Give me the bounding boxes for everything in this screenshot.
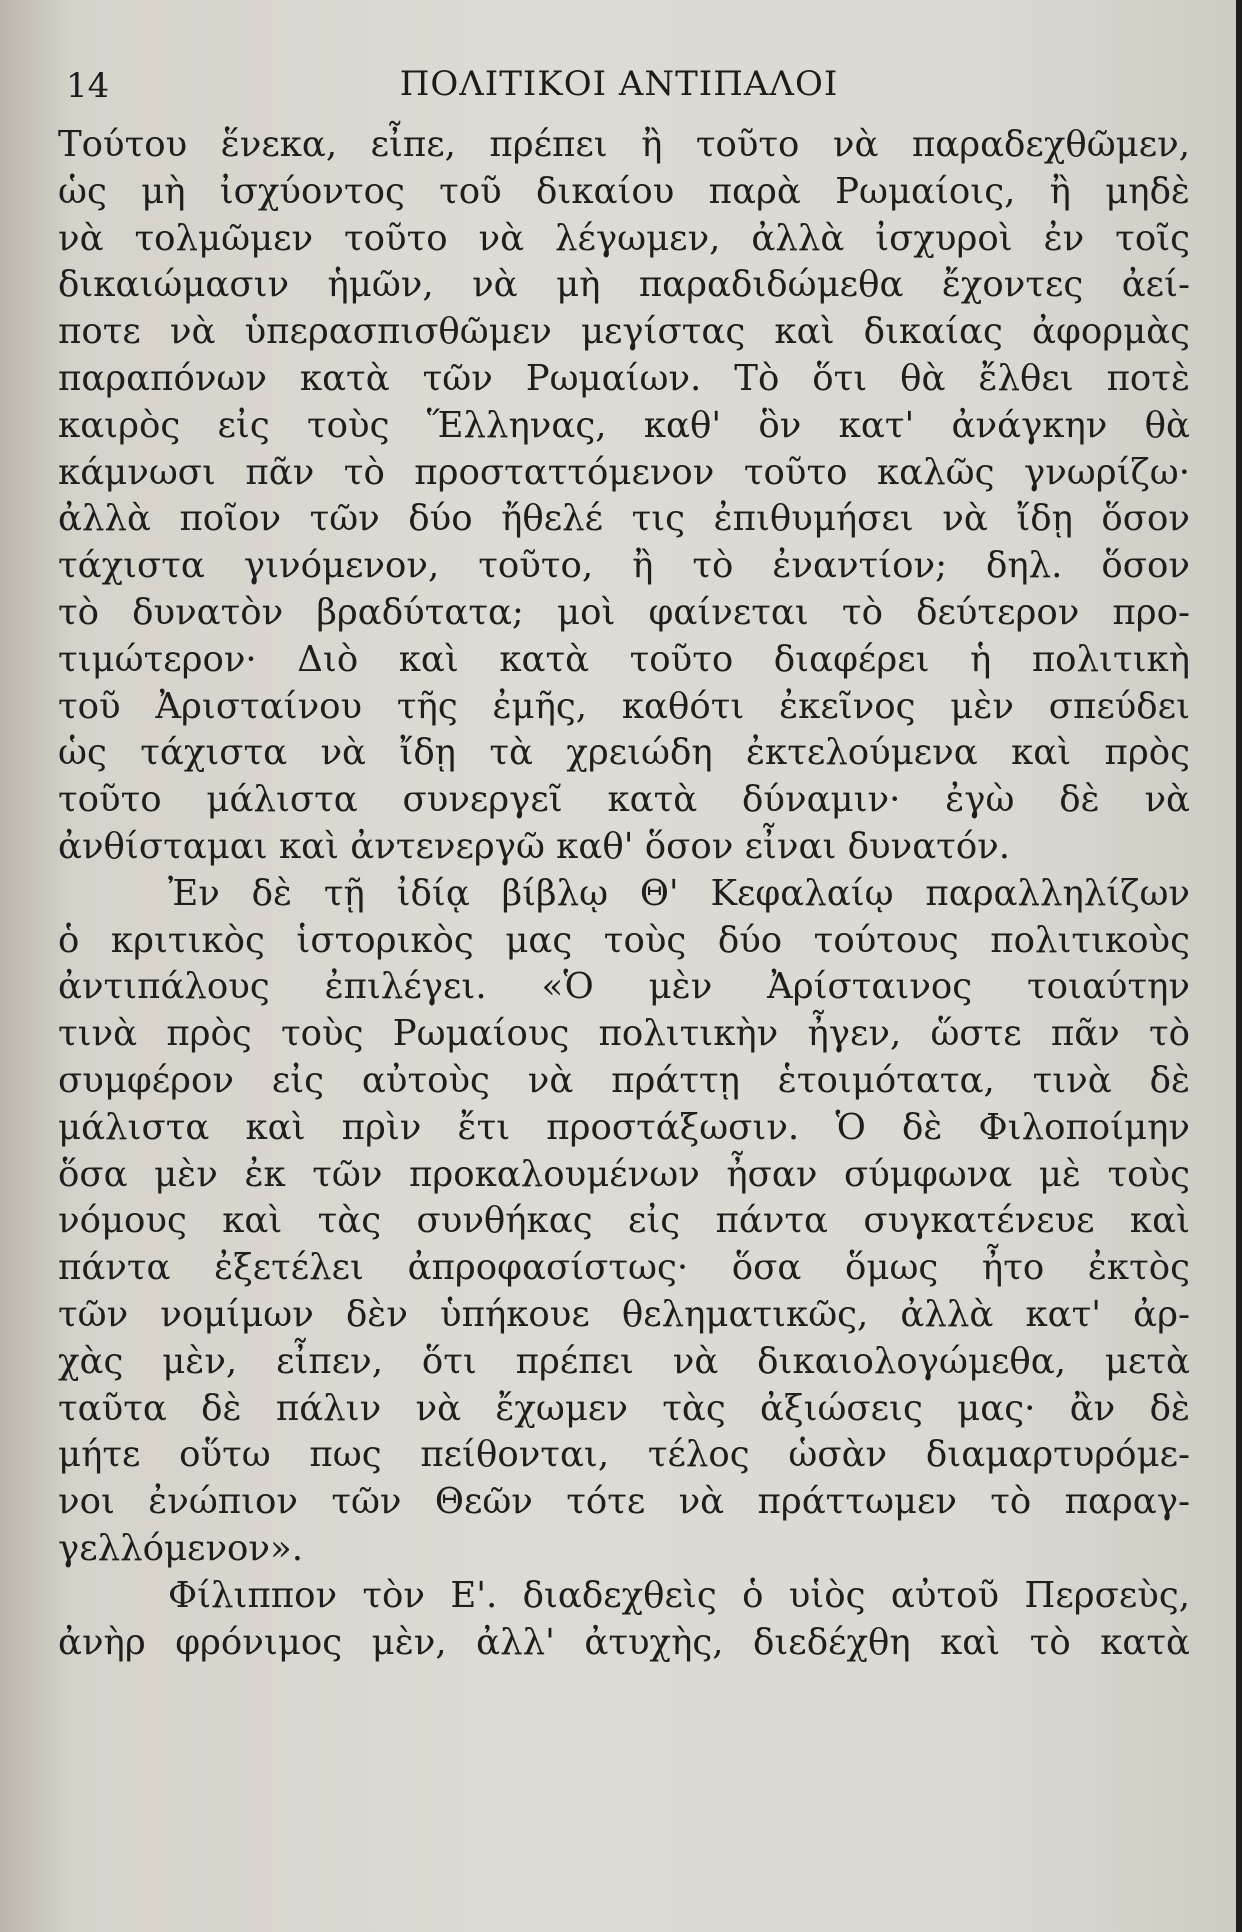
text-line: συμφέρον εἰς αὐτοὺς νὰ πράττῃ ἑτοιμότατα, τινὰ δὲ: [58, 1059, 1190, 1101]
text-line: μήτε οὕτω πως πείθονται, τέλος ὡσὰν διαμαρτυρόμε-: [58, 1434, 1190, 1476]
text-line: κάμνωσι πᾶν τὸ προσταττόμενον τοῦτο καλῶς γνωρίζω·: [58, 451, 1190, 493]
text-line: ὡς μὴ ἰσχύοντος τοῦ δικαίου παρὰ Ρωμαίοις, ἢ μηδὲ: [58, 170, 1190, 212]
text-line: Τούτου ἕνεκα, εἶπε, πρέπει ἢ τοῦτο νὰ παραδεχθῶμεν,: [58, 124, 1190, 165]
text-line: ὁ κριτικὸς ἱστορικὸς μας τοὺς δύο τούτους πολιτικοὺς: [58, 919, 1190, 961]
page-header: [60, 62, 1178, 118]
text-line: ἀνὴρ φρόνιμος μὲν, ἀλλ' ἀτυχὴς, διεδέχθη καὶ τὸ κατὰ: [58, 1621, 1190, 1663]
text-line: νὰ τολμῶμεν τοῦτο νὰ λέγωμεν, ἀλλὰ ἰσχυροὶ ἐν τοῖς: [58, 217, 1190, 259]
paragraph-3: [58, 1573, 1190, 1667]
text-line: ἀλλὰ ποῖον τῶν δύο ἤθελέ τις ἐπιθυμήσει νὰ ἴδῃ ὅσον: [58, 498, 1190, 540]
text-line: τιμώτερον· Διὸ καὶ κατὰ τοῦτο διαφέρει ἡ πολιτικὴ: [58, 638, 1190, 680]
body-text: [58, 122, 1190, 1666]
paragraph-1: [58, 122, 1190, 871]
text-line: γελλόμενον».: [58, 1527, 303, 1569]
text-line: ταῦτα δὲ πάλιν νὰ ἔχωμεν τὰς ἀξιώσεις μας· ἂν δὲ: [58, 1387, 1190, 1429]
text-line: τινὰ πρὸς τοὺς Ρωμαίους πολιτικὴν ἦγεν, ὥστε πᾶν τὸ: [58, 1013, 1190, 1055]
text-line: τάχιστα γινόμενον, τοῦτο, ἢ τὸ ἐναντίον; δηλ. ὅσον: [58, 545, 1190, 587]
text-line: ἀντιπάλους ἐπιλέγει. «Ὁ μὲν Ἀρίσταινος τοιαύτην: [58, 966, 1190, 1008]
text-line: νόμους καὶ τὰς συνθήκας εἰς πάντα συγκατένευε καὶ: [58, 1200, 1190, 1242]
text-line: δικαιώμασιν ἡμῶν, νὰ μὴ παραδιδώμεθα ἔχοντες ἀεί-: [58, 264, 1190, 306]
text-line: τὸ δυνατὸν βραδύτατα; μοὶ φαίνεται τὸ δεύτερον προ-: [58, 591, 1190, 633]
running-head: ΠΟΛΙΤΙΚΟΙ ΑΝΤΙΠΑΛΟΙ: [399, 64, 839, 104]
text-line: τοῦ Ἀρισταίνου τῆς ἐμῆς, καθότι ἐκεῖνος μὲν σπεύδει: [58, 685, 1190, 727]
text-line: Ἐν δὲ τῇ ἰδίᾳ βίβλῳ Θ' Κεφαλαίῳ παραλληλίζων: [168, 872, 1190, 914]
text-line: νοι ἐνώπιον τῶν Θεῶν τότε νὰ πράττωμεν τὸ παραγ-: [58, 1481, 1190, 1523]
text-line: ποτε νὰ ὑπερασπισθῶμεν μεγίστας καὶ δικαίας ἀφορμὰς: [58, 311, 1190, 353]
text-line: χὰς μὲν, εἶπεν, ὅτι πρέπει νὰ δικαιολογώμεθα, μετὰ: [58, 1340, 1190, 1382]
text-line: καιρὸς εἰς τοὺς Ἕλληνας, καθ' ὃν κατ' ἀνάγκην θὰ: [58, 404, 1190, 446]
text-line: τῶν νομίμων δὲν ὑπήκουε θεληματικῶς, ἀλλὰ κατ' ἀρ-: [58, 1293, 1190, 1335]
text-line: μάλιστα καὶ πρὶν ἔτι προστάξωσιν. Ὁ δὲ Φιλοποίμην: [58, 1106, 1190, 1148]
page-number: 14: [66, 66, 110, 106]
text-line: παραπόνων κατὰ τῶν Ρωμαίων. Τὸ ὅτι θὰ ἔλθει ποτὲ: [58, 357, 1190, 399]
paragraph-2: [58, 871, 1190, 1573]
text-line: ὅσα μὲν ἐκ τῶν προκαλουμένων ἦσαν σύμφωνα μὲ τοὺς: [58, 1153, 1190, 1195]
text-line: τοῦτο μάλιστα συνεργεῖ κατὰ δύναμιν· ἐγὼ δὲ νὰ: [58, 779, 1190, 821]
text-line: πάντα ἐξετέλει ἀπροφασίστως· ὅσα ὅμως ἦτο ἐκτὸς: [58, 1247, 1190, 1289]
page-edge-shadow: [1236, 0, 1242, 1932]
text-line: ἀνθίσταμαι καὶ ἀντενεργῶ καθ' ὅσον εἶναι δυνατόν.: [58, 825, 1011, 867]
text-line: Φίλιππον τὸν Ε'. διαδεχθεὶς ὁ υἱὸς αὐτοῦ Περσεὺς,: [168, 1574, 1190, 1616]
text-line: ὡς τάχιστα νὰ ἴδῃ τὰ χρειώδη ἐκτελούμενα καὶ πρὸς: [58, 732, 1190, 774]
